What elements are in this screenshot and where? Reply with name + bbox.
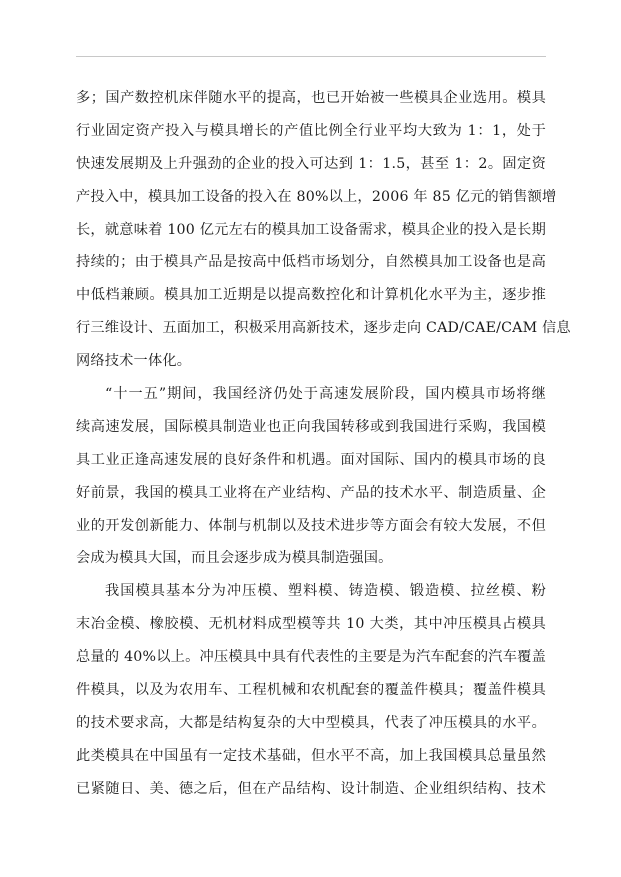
text-line: 此类模具在中国虽有一定技术基础，但水平不高，加上我国模具总量虽然 — [76, 747, 546, 764]
text-line: 行业固定资产投入与模具增长的产值比例全行业平均大致为 1：1，处于 — [76, 122, 546, 139]
text-line: 中低档兼顾。模具加工近期是以提高数控化和计算机化水平为主，逐步推 — [76, 287, 546, 304]
text-line: 我国模具基本分为冲压模、塑料模、铸造模、锻造模、拉丝模、粉 — [105, 583, 546, 600]
paragraph-3 — [76, 575, 546, 805]
text-line: 长，就意味着 100 亿元左右的模具加工设备需求，模具企业的投入是长期 — [76, 221, 546, 238]
document-body — [76, 82, 571, 806]
text-line: 快速发展期及上升强劲的企业的投入可达到 1：1.5，甚至 1：2。固定资 — [76, 155, 546, 172]
text-line: 业的开发创新能力、体制与机制以及技术进步等方面会有较大发展，不但 — [76, 517, 546, 534]
text-line: 的技术要求高，大都是结构复杂的大中型模具，代表了冲压模具的水平。 — [76, 714, 546, 731]
text-line: 末冶金模、橡胶模、无机材料成型模等共 10 大类，其中冲压模具占模具 — [76, 616, 546, 633]
paragraph-1 — [76, 82, 571, 378]
text-line: 件模具，以及为农用车、工程机械和农机配套的覆盖件模具；覆盖件模具 — [76, 682, 546, 699]
text-line: 已紧随日、美、德之后，但在产品结构、设计制造、企业组织结构、技术 — [76, 780, 546, 797]
text-line: “十一五”期间，我国经济仍处于高速发展阶段，国内模具市场将继 — [105, 386, 546, 403]
page-header-rule — [76, 56, 546, 57]
text-line: 会成为模具大国，而且会逐步成为模具制造强国。 — [76, 550, 393, 567]
text-line: 具工业正逢高速发展的良好条件和机遇。面对国际、国内的模具市场的良 — [76, 451, 546, 468]
paragraph-2 — [76, 378, 546, 575]
text-line: 行三维设计、五面加工，积极采用高新技术，逐步走向 CAD/CAE/CAM 信息 — [76, 320, 571, 337]
text-line: 总量的 40%以上。冲压模具中具有代表性的主要是为汽车配套的汽车覆盖 — [76, 649, 546, 666]
text-line: 持续的；由于模具产品是按高中低档市场划分，自然模具加工设备也是高 — [76, 254, 546, 271]
text-line: 产投入中，模具加工设备的投入在 80%以上，2006 年 85 亿元的销售额增 — [76, 188, 557, 205]
text-line: 网络技术一体化。 — [76, 353, 192, 370]
text-line: 续高速发展，国际模具制造业也正向我国转移或到我国进行采购，我国模 — [76, 418, 546, 435]
text-line: 多；国产数控机床伴随水平的提高，也已开始被一些模具企业选用。模具 — [76, 90, 546, 106]
text-line: 好前景，我国的模具工业将在产业结构、产品的技术水平、制造质量、企 — [76, 484, 546, 501]
